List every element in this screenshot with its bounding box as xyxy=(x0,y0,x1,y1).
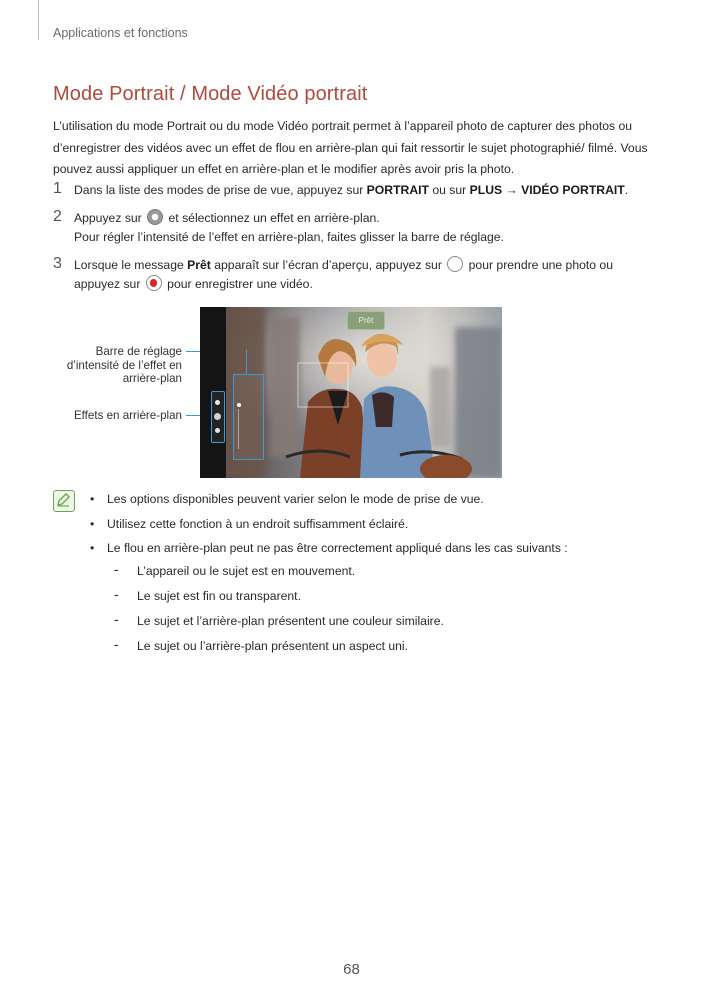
label-effect-intensity-slider: Barre de réglage d’intensité de l’effet en arrière-plan xyxy=(66,345,182,385)
list-item: • Le flou en arrière-plan peut ne pas être correctement appliqué dans les cas suivants : xyxy=(90,541,568,555)
step-2 xyxy=(53,209,654,247)
list-item: - Le sujet et l’arrière-plan présentent une couleur similaire. xyxy=(114,611,444,628)
notes-list xyxy=(90,490,568,564)
subnotes-list xyxy=(114,562,444,662)
effect-option-dot[interactable] xyxy=(215,400,220,405)
list-item: • Utilisez cette fonction à un endroit suffisamment éclairé. xyxy=(90,516,409,531)
effect-option-dot[interactable] xyxy=(214,413,221,420)
dash: - xyxy=(114,636,119,652)
ready-badge: Prêt xyxy=(347,311,385,330)
background-effect-selector[interactable] xyxy=(211,391,225,443)
step-3 xyxy=(53,256,654,294)
callout-line xyxy=(246,349,247,375)
list-item: - Le sujet est fin ou transparent. xyxy=(114,586,301,603)
page-number: 68 xyxy=(343,961,360,978)
dash: - xyxy=(114,586,119,602)
background-effect-icon xyxy=(147,209,163,225)
step-number: 1 xyxy=(53,180,62,197)
effect-option-dot[interactable] xyxy=(215,428,220,433)
record-icon xyxy=(146,275,162,291)
step-text: Lorsque le message Prêt apparaît sur l’écran d’aperçu, appuyez sur pour prendre une photo ou appuyez sur pour enregistrer une vidéo. xyxy=(74,258,613,291)
slider-thumb[interactable] xyxy=(237,403,241,407)
list-item: - Le sujet ou l’arrière-plan présentent un aspect uni. xyxy=(114,636,408,653)
shutter-icon xyxy=(447,256,463,272)
list-item: - L’appareil ou le sujet est en mouvement. xyxy=(114,561,356,578)
dash: - xyxy=(114,561,119,577)
header-rule xyxy=(38,0,39,40)
slider-track xyxy=(238,409,239,449)
step-number: 2 xyxy=(53,208,62,225)
label-background-effects: Effets en arrière-plan xyxy=(73,409,182,422)
step-1 xyxy=(53,181,654,200)
running-header: Applications et fonctions xyxy=(53,26,188,40)
note-icon xyxy=(53,490,75,512)
page-title: Mode Portrait / Mode Vidéo portrait xyxy=(53,83,368,105)
dash: - xyxy=(114,611,119,627)
step-number: 3 xyxy=(53,255,62,272)
list-item: • Les options disponibles peuvent varier selon le mode de prise de vue. xyxy=(90,492,484,506)
effect-intensity-slider[interactable] xyxy=(233,374,264,460)
bullet: • xyxy=(90,541,95,555)
camera-preview-screenshot xyxy=(200,307,502,478)
step-text: Appuyez sur et sélectionnez un effet en arrière-plan. Pour régler l’intensité de l’effet en arrière-plan, faites glisser la barre de réglage. xyxy=(74,211,504,244)
bullet: • xyxy=(90,492,95,506)
intro-paragraph: L’utilisation du mode Portrait ou du mode Vidéo portrait permet à l’appareil photo de capturer des photos ou d’enregistrer des vidéos avec un effet de flou en arrière-plan qui fait ressortir le sujet photographié/ filmé. Vous pouvez aussi appliquer un effet en arrière-plan et le modifier après avoir pris la photo. xyxy=(53,119,648,176)
bullet: • xyxy=(90,516,95,531)
step-text: Dans la liste des modes de prise de vue, appuyez sur PORTRAIT ou sur PLUS → VIDÉO PORTRAIT. xyxy=(74,183,629,197)
step-2-detail: Pour régler l’intensité de l’effet en arrière-plan, faites glisser la barre de réglage. xyxy=(74,230,504,244)
